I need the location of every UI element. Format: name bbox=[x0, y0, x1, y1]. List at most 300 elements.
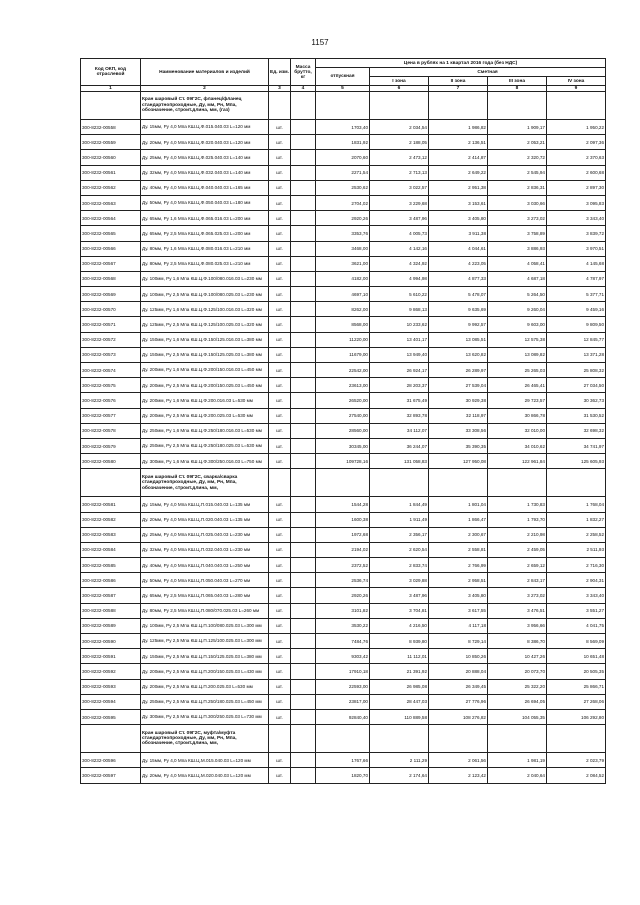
table-row bbox=[81, 497, 606, 512]
price-zone1: 110 889,58 bbox=[370, 709, 429, 724]
item-unit: шт. bbox=[269, 768, 291, 783]
empty-cell bbox=[269, 725, 291, 753]
table-row bbox=[81, 558, 606, 573]
item-mass bbox=[291, 211, 316, 226]
item-name: Ду. 80мм, Ру 1,6 Мпа КШ.Ц.Ф.080.016.03 L=210 мм bbox=[141, 241, 269, 256]
empty-cell bbox=[291, 92, 316, 120]
empty-cell bbox=[316, 725, 370, 753]
item-name: Ду. 50мм, Ру 4,0 Мпа КШ.Ц.П.050.040.03 L=270 мм bbox=[141, 573, 269, 588]
header-zone3: III зона bbox=[488, 77, 547, 86]
price-release: 2920,26 bbox=[316, 211, 370, 226]
price-zone3: 3 476,51 bbox=[488, 603, 547, 618]
price-zone2: 4 044,61 bbox=[429, 241, 488, 256]
price-zone3: 2 053,21 bbox=[488, 135, 547, 150]
price-zone3: 26 465,41 bbox=[488, 378, 547, 393]
item-name: Ду. 200мм, Ру 1,6 Мпа КШ.Ц.Ф.200/150.016.03 L=450 мм bbox=[141, 363, 269, 378]
price-zone2: 5 478,07 bbox=[429, 287, 488, 302]
item-unit: шт. bbox=[269, 317, 291, 332]
price-zone1: 31 675,49 bbox=[370, 393, 429, 408]
item-mass bbox=[291, 558, 316, 573]
column-number: 6 bbox=[370, 86, 429, 92]
item-name: Ду. 15мм, Ру 4,0 Мпа КШ.Ц.Ф.015.040.03 L=120 мм bbox=[141, 120, 269, 135]
table-row bbox=[81, 135, 606, 150]
table-row bbox=[81, 423, 606, 438]
price-release: 1767,66 bbox=[316, 753, 370, 768]
item-code: 300-8232-00581 bbox=[81, 497, 141, 512]
item-code: 300-8232-00570 bbox=[81, 302, 141, 317]
item-mass bbox=[291, 271, 316, 286]
column-number: 3 bbox=[269, 86, 291, 92]
item-code: 300-8232-00559 bbox=[81, 135, 141, 150]
price-release: 23613,00 bbox=[316, 378, 370, 393]
table-row bbox=[81, 120, 606, 135]
empty-cell bbox=[291, 469, 316, 497]
price-zone3: 3 273,02 bbox=[488, 588, 547, 603]
price-zone4: 2 370,63 bbox=[547, 150, 606, 165]
price-zone4: 25 866,71 bbox=[547, 679, 606, 694]
price-zone3: 2 459,05 bbox=[488, 542, 547, 557]
price-release: 8568,00 bbox=[316, 317, 370, 332]
group-code-cell bbox=[81, 92, 141, 120]
price-zone3: 3 886,93 bbox=[488, 241, 547, 256]
item-code: 300-8232-00560 bbox=[81, 150, 141, 165]
price-zone3: 25 265,03 bbox=[488, 363, 547, 378]
item-name: Ду. 250мм, Ру 1,6 Мпа КШ.Ц.Ф.250/180.016.03 L=530 мм bbox=[141, 423, 269, 438]
item-name: Ду. 80мм, Ру 2,5 Мпа КШ.Ц.П.080/070.025.03 L=260 мм bbox=[141, 603, 269, 618]
price-zone2: 10 850,26 bbox=[429, 649, 488, 664]
table-row bbox=[81, 618, 606, 633]
price-zone1: 28 447,03 bbox=[370, 694, 429, 709]
item-code: 300-8232-00565 bbox=[81, 226, 141, 241]
price-zone2: 2 958,51 bbox=[429, 573, 488, 588]
header-zone4: IV зона bbox=[547, 77, 606, 86]
table-row bbox=[81, 709, 606, 724]
item-name: Ду. 50мм, Ру 4,0 Мпа КШ.Ц.Ф.050.040.03 L=180 мм bbox=[141, 195, 269, 210]
item-mass bbox=[291, 649, 316, 664]
price-zone1: 26 985,08 bbox=[370, 679, 429, 694]
price-zone1: 34 112,07 bbox=[370, 423, 429, 438]
price-zone1: 1 911,49 bbox=[370, 512, 429, 527]
price-zone4: 4 787,97 bbox=[547, 271, 606, 286]
price-zone2: 4 223,05 bbox=[429, 256, 488, 271]
item-name: Ду. 125мм, Ру 2,5 Мпа КШ.Ц.Ф.125/100.025.03 L=320 мм bbox=[141, 317, 269, 332]
price-zone3: 4 687,18 bbox=[488, 271, 547, 286]
item-unit: шт. bbox=[269, 393, 291, 408]
item-unit: шт. bbox=[269, 408, 291, 423]
price-release: 28560,00 bbox=[316, 423, 370, 438]
item-mass bbox=[291, 241, 316, 256]
price-zone4: 32 698,32 bbox=[547, 423, 606, 438]
item-unit: шт. bbox=[269, 603, 291, 618]
table-row bbox=[81, 378, 606, 393]
item-code: 300-8232-00572 bbox=[81, 332, 141, 347]
item-unit: шт. bbox=[269, 679, 291, 694]
price-release: 23817,00 bbox=[316, 694, 370, 709]
price-zone2: 3 405,80 bbox=[429, 588, 488, 603]
empty-cell bbox=[429, 92, 488, 120]
price-zone1: 3 487,96 bbox=[370, 588, 429, 603]
item-mass bbox=[291, 150, 316, 165]
price-release: 22542,00 bbox=[316, 363, 370, 378]
table-row bbox=[81, 150, 606, 165]
price-zone2: 26 349,45 bbox=[429, 679, 488, 694]
item-mass bbox=[291, 618, 316, 633]
item-mass bbox=[291, 768, 316, 783]
price-zone3: 2 545,94 bbox=[488, 165, 547, 180]
price-zone2: 33 308,56 bbox=[429, 423, 488, 438]
price-zone3: 13 089,82 bbox=[488, 347, 547, 362]
item-name: Ду. 200мм, Ру 2,5 Мпа КШ.Ц.Ф.200.025.03 L=530 мм bbox=[141, 408, 269, 423]
table-row bbox=[81, 408, 606, 423]
price-zone2: 3 911,38 bbox=[429, 226, 488, 241]
item-code: 300-8232-00592 bbox=[81, 664, 141, 679]
table-row bbox=[81, 753, 606, 768]
item-name: Ду. 100мм, Ру 1,6 Мпа КШ.Ц.Ф.100/080.016.03 L=230 мм bbox=[141, 271, 269, 286]
item-code: 300-8232-00588 bbox=[81, 603, 141, 618]
item-mass bbox=[291, 527, 316, 542]
item-mass bbox=[291, 393, 316, 408]
item-mass bbox=[291, 408, 316, 423]
item-code: 300-8232-00583 bbox=[81, 527, 141, 542]
item-name: Ду. 65мм, Ру 2,5 Мпа КШ.Ц.Ф.065.025.03 L=200 мм bbox=[141, 226, 269, 241]
price-zone4: 2 084,52 bbox=[547, 768, 606, 783]
price-zone3: 30 866,78 bbox=[488, 408, 547, 423]
price-zone4: 30 362,73 bbox=[547, 393, 606, 408]
price-release: 1600,38 bbox=[316, 512, 370, 527]
price-zone4: 4 041,75 bbox=[547, 618, 606, 633]
item-mass bbox=[291, 512, 316, 527]
item-unit: шт. bbox=[269, 226, 291, 241]
price-zone3: 2 659,12 bbox=[488, 558, 547, 573]
price-zone2: 26 289,97 bbox=[429, 363, 488, 378]
item-mass bbox=[291, 120, 316, 135]
price-zone3: 9 603,00 bbox=[488, 317, 547, 332]
price-zone4: 27 268,06 bbox=[547, 694, 606, 709]
item-name: Ду. 300мм, Ру 1,6 Мпа КШ.Ц.Ф.300/250.016.03 L=750 мм bbox=[141, 454, 269, 469]
price-zone1: 36 244,07 bbox=[370, 438, 429, 453]
header-price-caption: Цена в рублях на 1 квартал 2016 года (без НДС) bbox=[316, 59, 606, 68]
price-release: 2920,26 bbox=[316, 588, 370, 603]
empty-cell bbox=[488, 92, 547, 120]
column-number: 4 bbox=[291, 86, 316, 92]
item-code: 300-8232-00574 bbox=[81, 363, 141, 378]
price-release: 9303,42 bbox=[316, 649, 370, 664]
item-unit: шт. bbox=[269, 256, 291, 271]
price-zone2: 3 617,55 bbox=[429, 603, 488, 618]
item-unit: шт. bbox=[269, 347, 291, 362]
item-name: Ду. 15мм, Ру 4,0 Мпа КШ.Ц.М.015.040.03 L=120 мм bbox=[141, 753, 269, 768]
price-zone2: 3 405,80 bbox=[429, 211, 488, 226]
price-zone4: 2 258,52 bbox=[547, 527, 606, 542]
table-row bbox=[81, 195, 606, 210]
item-name: Ду. 80мм, Ру 2,5 Мпа КШ.Ц.Ф.080.025.03 L=210 мм bbox=[141, 256, 269, 271]
price-zone1: 2 620,54 bbox=[370, 542, 429, 557]
item-unit: шт. bbox=[269, 664, 291, 679]
item-name: Ду. 40мм, Ру 4,0 Мпа КШ.Ц.П.040.040.03 L=250 мм bbox=[141, 558, 269, 573]
price-release: 2530,62 bbox=[316, 180, 370, 195]
price-zone4: 9 809,50 bbox=[547, 317, 606, 332]
price-zone4: 3 343,40 bbox=[547, 588, 606, 603]
item-code: 300-8232-00579 bbox=[81, 438, 141, 453]
group-code-cell bbox=[81, 469, 141, 497]
price-zone2: 2 136,51 bbox=[429, 135, 488, 150]
table-row bbox=[81, 347, 606, 362]
item-mass bbox=[291, 454, 316, 469]
table-row bbox=[81, 332, 606, 347]
price-zone1: 2 188,05 bbox=[370, 135, 429, 150]
item-mass bbox=[291, 378, 316, 393]
item-mass bbox=[291, 226, 316, 241]
item-mass bbox=[291, 438, 316, 453]
item-mass bbox=[291, 287, 316, 302]
price-zone3: 12 575,38 bbox=[488, 332, 547, 347]
price-zone3: 9 260,04 bbox=[488, 302, 547, 317]
item-code: 300-8232-00596 bbox=[81, 753, 141, 768]
table-row bbox=[81, 512, 606, 527]
price-zone2: 8 729,14 bbox=[429, 634, 488, 649]
item-unit: шт. bbox=[269, 180, 291, 195]
item-name: Ду. 25мм, Ру 4,0 Мпа КШ.Ц.П.025.040.03 L=230 мм bbox=[141, 527, 269, 542]
item-unit: шт. bbox=[269, 211, 291, 226]
table-row bbox=[81, 211, 606, 226]
price-zone4: 8 569,09 bbox=[547, 634, 606, 649]
price-release: 92840,40 bbox=[316, 709, 370, 724]
price-release: 2194,02 bbox=[316, 542, 370, 557]
empty-cell bbox=[488, 725, 547, 753]
item-name: Ду. 125мм, Ру 1,6 Мпа КШ.Ц.Ф.125/100.016.03 L=320 мм bbox=[141, 302, 269, 317]
table-row bbox=[81, 588, 606, 603]
empty-cell bbox=[547, 469, 606, 497]
item-code: 300-8232-00575 bbox=[81, 378, 141, 393]
price-release: 1820,70 bbox=[316, 768, 370, 783]
header-code: Код ОКП, код отраслевой bbox=[81, 59, 141, 86]
item-unit: шт. bbox=[269, 332, 291, 347]
item-name: Ду. 150мм, Ру 2,5 Мпа КШ.Ц.Ф.150/125.025.03 L=380 мм bbox=[141, 347, 269, 362]
table-row bbox=[81, 438, 606, 453]
item-code: 300-8232-00566 bbox=[81, 241, 141, 256]
price-zone4: 5 377,71 bbox=[547, 287, 606, 302]
item-unit: шт. bbox=[269, 618, 291, 633]
item-unit: шт. bbox=[269, 649, 291, 664]
item-unit: шт. bbox=[269, 195, 291, 210]
price-zone1: 2 713,13 bbox=[370, 165, 429, 180]
item-unit: шт. bbox=[269, 753, 291, 768]
price-zone3: 2 843,17 bbox=[488, 573, 547, 588]
header-unit: Ед. изм. bbox=[269, 59, 291, 86]
empty-cell bbox=[291, 725, 316, 753]
item-unit: шт. bbox=[269, 363, 291, 378]
item-name: Ду. 20мм, Ру 4,0 Мпа КШ.Ц.П.020.040.03 L=135 мм bbox=[141, 512, 269, 527]
price-release: 3468,00 bbox=[316, 241, 370, 256]
table-row bbox=[81, 256, 606, 271]
price-zone3: 25 322,20 bbox=[488, 679, 547, 694]
price-zone4: 3 551,27 bbox=[547, 603, 606, 618]
price-zone3: 8 386,70 bbox=[488, 634, 547, 649]
price-zone4: 4 145,68 bbox=[547, 256, 606, 271]
price-zone4: 3 343,40 bbox=[547, 211, 606, 226]
item-unit: шт. bbox=[269, 271, 291, 286]
item-unit: шт. bbox=[269, 287, 291, 302]
table-row bbox=[81, 542, 606, 557]
price-zone4: 10 651,48 bbox=[547, 649, 606, 664]
item-code: 300-8232-00573 bbox=[81, 347, 141, 362]
price-zone1: 4 005,73 bbox=[370, 226, 429, 241]
empty-cell bbox=[269, 92, 291, 120]
item-name: Ду. 100мм, Ру 2,5 Мпа КШ.Ц.П.100/080.025.03 L=300 мм bbox=[141, 618, 269, 633]
item-name: Ду. 150мм, Ру 1,6 Мпа КШ.Ц.Ф.150/125.016.03 L=380 мм bbox=[141, 332, 269, 347]
price-zone1: 2 473,12 bbox=[370, 150, 429, 165]
price-zone2: 108 276,82 bbox=[429, 709, 488, 724]
price-zone1: 4 216,50 bbox=[370, 618, 429, 633]
price-zone2: 1 801,04 bbox=[429, 497, 488, 512]
price-zone3: 3 030,66 bbox=[488, 195, 547, 210]
table-row bbox=[81, 180, 606, 195]
column-number: 7 bbox=[429, 86, 488, 92]
table-row bbox=[81, 317, 606, 332]
price-zone4: 1 832,27 bbox=[547, 512, 606, 527]
price-zone1: 11 112,01 bbox=[370, 649, 429, 664]
item-unit: шт. bbox=[269, 302, 291, 317]
price-zone4: 3 839,72 bbox=[547, 226, 606, 241]
item-code: 300-8232-00571 bbox=[81, 317, 141, 332]
item-unit: шт. bbox=[269, 423, 291, 438]
price-zone4: 1 950,22 bbox=[547, 120, 606, 135]
header-release: отпускная bbox=[316, 68, 370, 86]
price-zone4: 106 292,80 bbox=[547, 709, 606, 724]
table-row bbox=[81, 287, 606, 302]
item-unit: шт. bbox=[269, 241, 291, 256]
item-unit: шт. bbox=[269, 512, 291, 527]
price-zone3: 122 961,84 bbox=[488, 454, 547, 469]
price-release: 3530,22 bbox=[316, 618, 370, 633]
item-name: Ду. 32мм, Ру 4,0 Мпа КШ.Ц.П.032.040.03 L=230 мм bbox=[141, 542, 269, 557]
item-code: 300-8232-00595 bbox=[81, 709, 141, 724]
price-zone1: 131 058,83 bbox=[370, 454, 429, 469]
price-zone1: 9 868,13 bbox=[370, 302, 429, 317]
table-row bbox=[81, 271, 606, 286]
item-code: 300-8232-00582 bbox=[81, 512, 141, 527]
item-unit: шт. bbox=[269, 573, 291, 588]
price-zone2: 127 950,08 bbox=[429, 454, 488, 469]
price-zone3: 10 427,26 bbox=[488, 649, 547, 664]
price-zone2: 2 558,81 bbox=[429, 542, 488, 557]
empty-cell bbox=[488, 469, 547, 497]
item-code: 300-8232-00586 bbox=[81, 573, 141, 588]
empty-cell bbox=[316, 92, 370, 120]
price-release: 4697,10 bbox=[316, 287, 370, 302]
item-mass bbox=[291, 256, 316, 271]
price-zone3: 3 956,66 bbox=[488, 618, 547, 633]
price-zone1: 3 487,96 bbox=[370, 211, 429, 226]
group-heading: Кран шаровый Ст. 09Г2С, сварка/сварка стандартнопроходные, Ду, мм, Рн, Мпа, обозначение, строит.длина, мм, bbox=[141, 469, 269, 497]
group-heading: Кран шаровый Ст. 09Г2С, муфта/муфта стандартнопроходные, Ду, мм, Рн, Мпа, обозначение, строит.длина, мм, bbox=[141, 725, 269, 753]
price-release: 1831,92 bbox=[316, 135, 370, 150]
price-zone3: 3 273,02 bbox=[488, 211, 547, 226]
price-zone1: 2 833,74 bbox=[370, 558, 429, 573]
price-release: 8262,00 bbox=[316, 302, 370, 317]
item-unit: шт. bbox=[269, 558, 291, 573]
item-code: 300-8232-00580 bbox=[81, 454, 141, 469]
price-zone2: 2 414,87 bbox=[429, 150, 488, 165]
price-release: 2070,60 bbox=[316, 150, 370, 165]
price-zone1: 2 356,17 bbox=[370, 527, 429, 542]
price-zone3: 2 320,72 bbox=[488, 150, 547, 165]
table-row bbox=[81, 165, 606, 180]
item-code: 300-8232-00564 bbox=[81, 211, 141, 226]
price-zone2: 1 986,82 bbox=[429, 120, 488, 135]
price-zone1: 26 924,17 bbox=[370, 363, 429, 378]
item-mass bbox=[291, 603, 316, 618]
price-table bbox=[80, 58, 606, 784]
price-zone4: 12 845,77 bbox=[547, 332, 606, 347]
item-mass bbox=[291, 165, 316, 180]
price-zone1: 4 994,98 bbox=[370, 271, 429, 286]
price-zone3: 26 694,05 bbox=[488, 694, 547, 709]
empty-cell bbox=[370, 725, 429, 753]
price-release: 1703,40 bbox=[316, 120, 370, 135]
item-unit: шт. bbox=[269, 709, 291, 724]
price-zone3: 1 793,70 bbox=[488, 512, 547, 527]
empty-cell bbox=[316, 469, 370, 497]
column-number: 5 bbox=[316, 86, 370, 92]
price-zone3: 29 723,57 bbox=[488, 393, 547, 408]
price-zone2: 20 888,04 bbox=[429, 664, 488, 679]
item-name: Ду. 65мм, Ру 2,5 Мпа КШ.Ц.П.065.040.03 L=280 мм bbox=[141, 588, 269, 603]
price-zone4: 1 768,04 bbox=[547, 497, 606, 512]
price-zone2: 4 117,18 bbox=[429, 618, 488, 633]
group-code-cell bbox=[81, 725, 141, 753]
price-zone1: 2 174,64 bbox=[370, 768, 429, 783]
price-release: 11220,00 bbox=[316, 332, 370, 347]
price-zone1: 8 939,80 bbox=[370, 634, 429, 649]
price-zone3: 3 758,89 bbox=[488, 226, 547, 241]
price-release: 3621,00 bbox=[316, 256, 370, 271]
price-zone1: 28 203,37 bbox=[370, 378, 429, 393]
item-mass bbox=[291, 423, 316, 438]
item-code: 300-8232-00562 bbox=[81, 180, 141, 195]
price-zone2: 9 992,57 bbox=[429, 317, 488, 332]
item-code: 300-8232-00569 bbox=[81, 287, 141, 302]
item-mass bbox=[291, 135, 316, 150]
price-release: 30345,00 bbox=[316, 438, 370, 453]
price-zone1: 4 324,92 bbox=[370, 256, 429, 271]
column-number: 9 bbox=[547, 86, 606, 92]
table-row bbox=[81, 241, 606, 256]
table-row bbox=[81, 302, 606, 317]
price-zone2: 27 776,96 bbox=[429, 694, 488, 709]
price-zone1: 2 111,29 bbox=[370, 753, 429, 768]
price-zone3: 104 055,35 bbox=[488, 709, 547, 724]
column-number: 2 bbox=[141, 86, 269, 92]
item-unit: шт. bbox=[269, 527, 291, 542]
price-zone1: 3 229,68 bbox=[370, 195, 429, 210]
price-zone3: 4 058,41 bbox=[488, 256, 547, 271]
item-code: 300-8232-00567 bbox=[81, 256, 141, 271]
price-zone3: 2 210,98 bbox=[488, 527, 547, 542]
price-zone1: 3 029,88 bbox=[370, 573, 429, 588]
price-zone4: 13 371,28 bbox=[547, 347, 606, 362]
price-zone3: 1 981,19 bbox=[488, 753, 547, 768]
price-release: 27540,00 bbox=[316, 408, 370, 423]
price-release: 2372,52 bbox=[316, 558, 370, 573]
item-mass bbox=[291, 363, 316, 378]
item-name: Ду. 20мм, Ру 4,0 Мпа КШ.Ц.Ф.020.040.03 L=120 мм bbox=[141, 135, 269, 150]
price-zone2: 3 153,61 bbox=[429, 195, 488, 210]
empty-cell bbox=[370, 92, 429, 120]
item-name: Ду. 20мм, Ру 4,0 Мпа КШ.Ц.М.020.040.03 L=120 мм bbox=[141, 768, 269, 783]
item-unit: шт. bbox=[269, 165, 291, 180]
price-zone1: 13 401,17 bbox=[370, 332, 429, 347]
